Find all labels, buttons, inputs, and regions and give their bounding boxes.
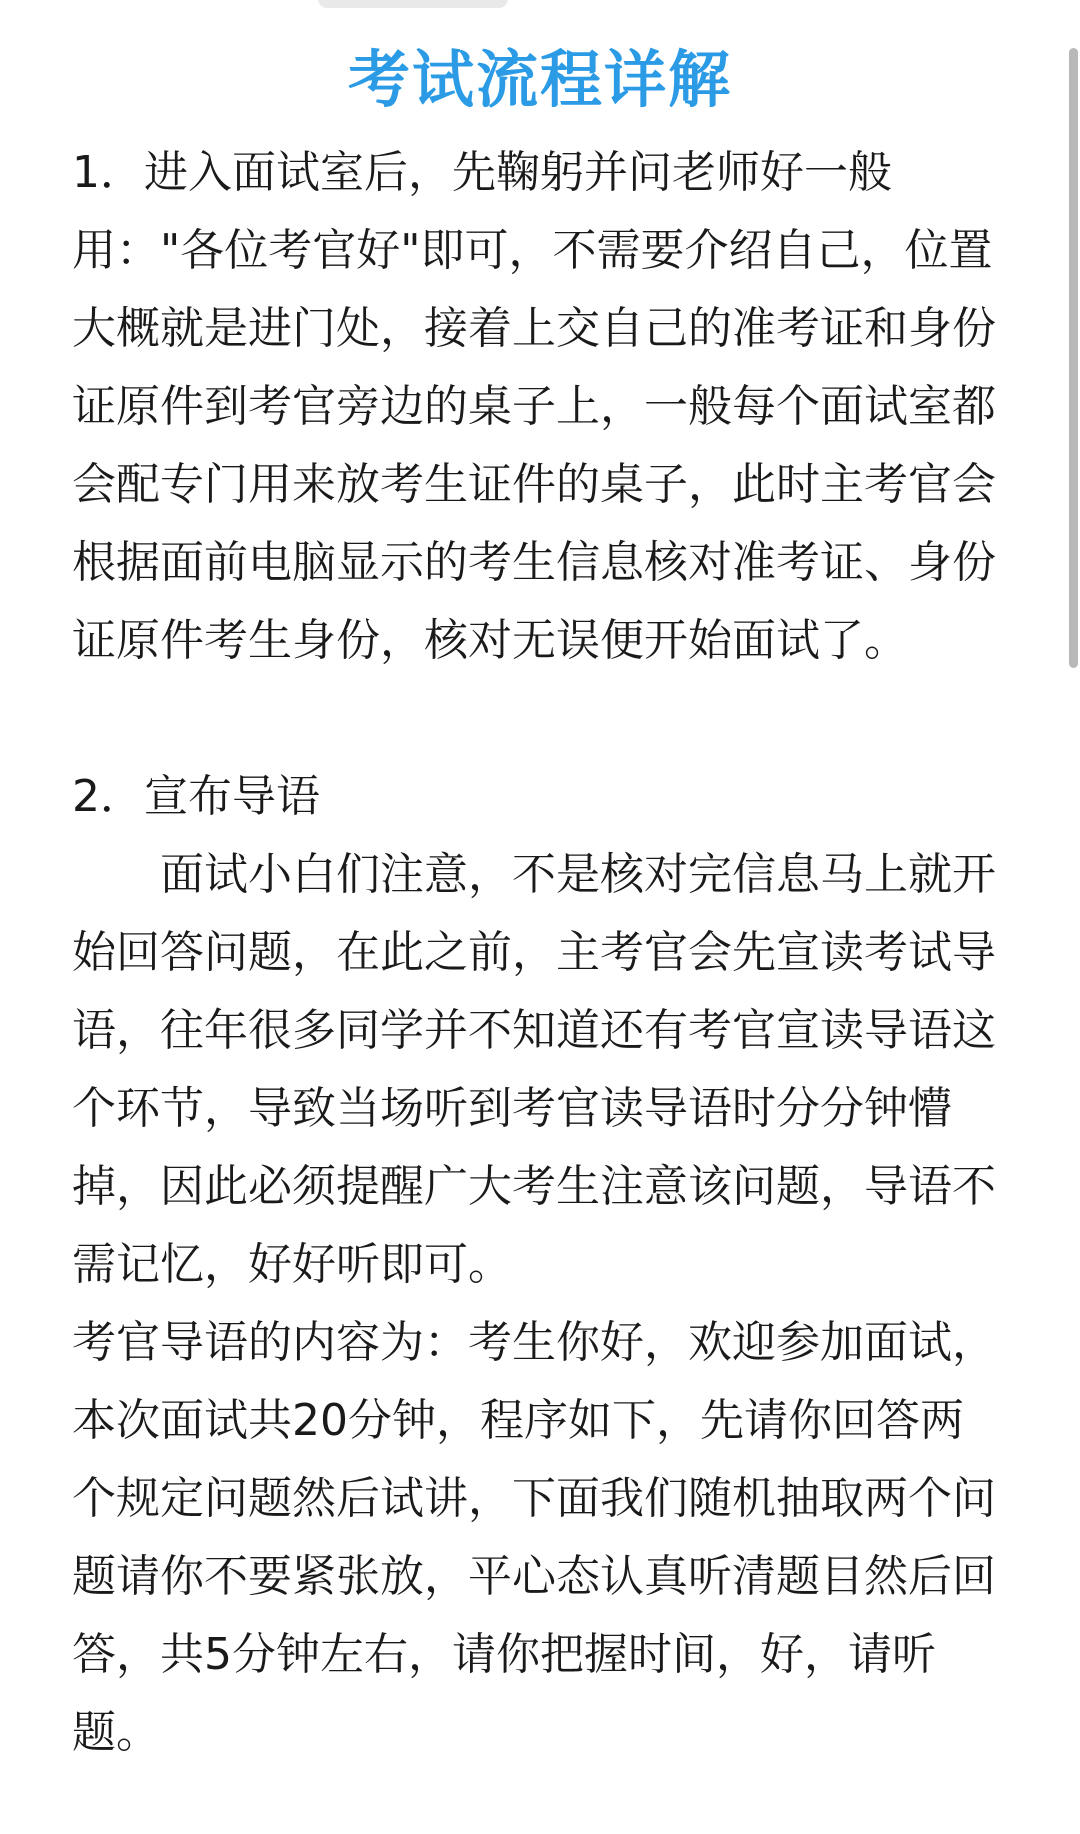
scrollbar-thumb[interactable] <box>1069 48 1078 668</box>
paragraph-step-2-heading: 2．宣布导语 <box>72 771 320 822</box>
top-drag-handle[interactable] <box>318 0 508 8</box>
paragraph-spacer <box>72 680 1007 758</box>
vertical-scrollbar[interactable] <box>1066 0 1080 1834</box>
paragraph-examiner-intro: 考官导语的内容为：考生你好，欢迎参加面试，本次面试共20分钟，程序如下，先请你回答两个规定问题然后试讲，下面我们随机抽取两个问题请你不要紧张放，平心态认真听清题目然后回答，共5分钟左右，请你把握时间，好，请听题。 <box>72 1317 996 1758</box>
paragraph-step-2-body: 面试小白们注意，不是核对完信息马上就开始回答问题，在此之前，主考官会先宣读考试导语，往年很多同学并不知道还有考官宣读导语这个环节，导致当场听到考官读导语时分分钟懵掉，因此必须提醒广大考生注意该问题，导语不需记忆，好好听即可。 <box>72 849 996 1290</box>
paragraph-step-1: 1．进入面试室后，先鞠躬并问老师好一般用："各位考官好"即可，不需要介绍自己，位置大概就是进门处，接着上交自己的准考证和身份证原件到考官旁边的桌子上，一般每个面试室都会配专门用来放考生证件的桌子，此时主考官会根据面前电脑显示的考生信息核对准考证、身份证原件考生身份，核对无误便开始面试了。 <box>72 147 996 666</box>
article-body <box>72 134 1007 1772</box>
page-title: 考试流程详解 <box>347 43 732 116</box>
